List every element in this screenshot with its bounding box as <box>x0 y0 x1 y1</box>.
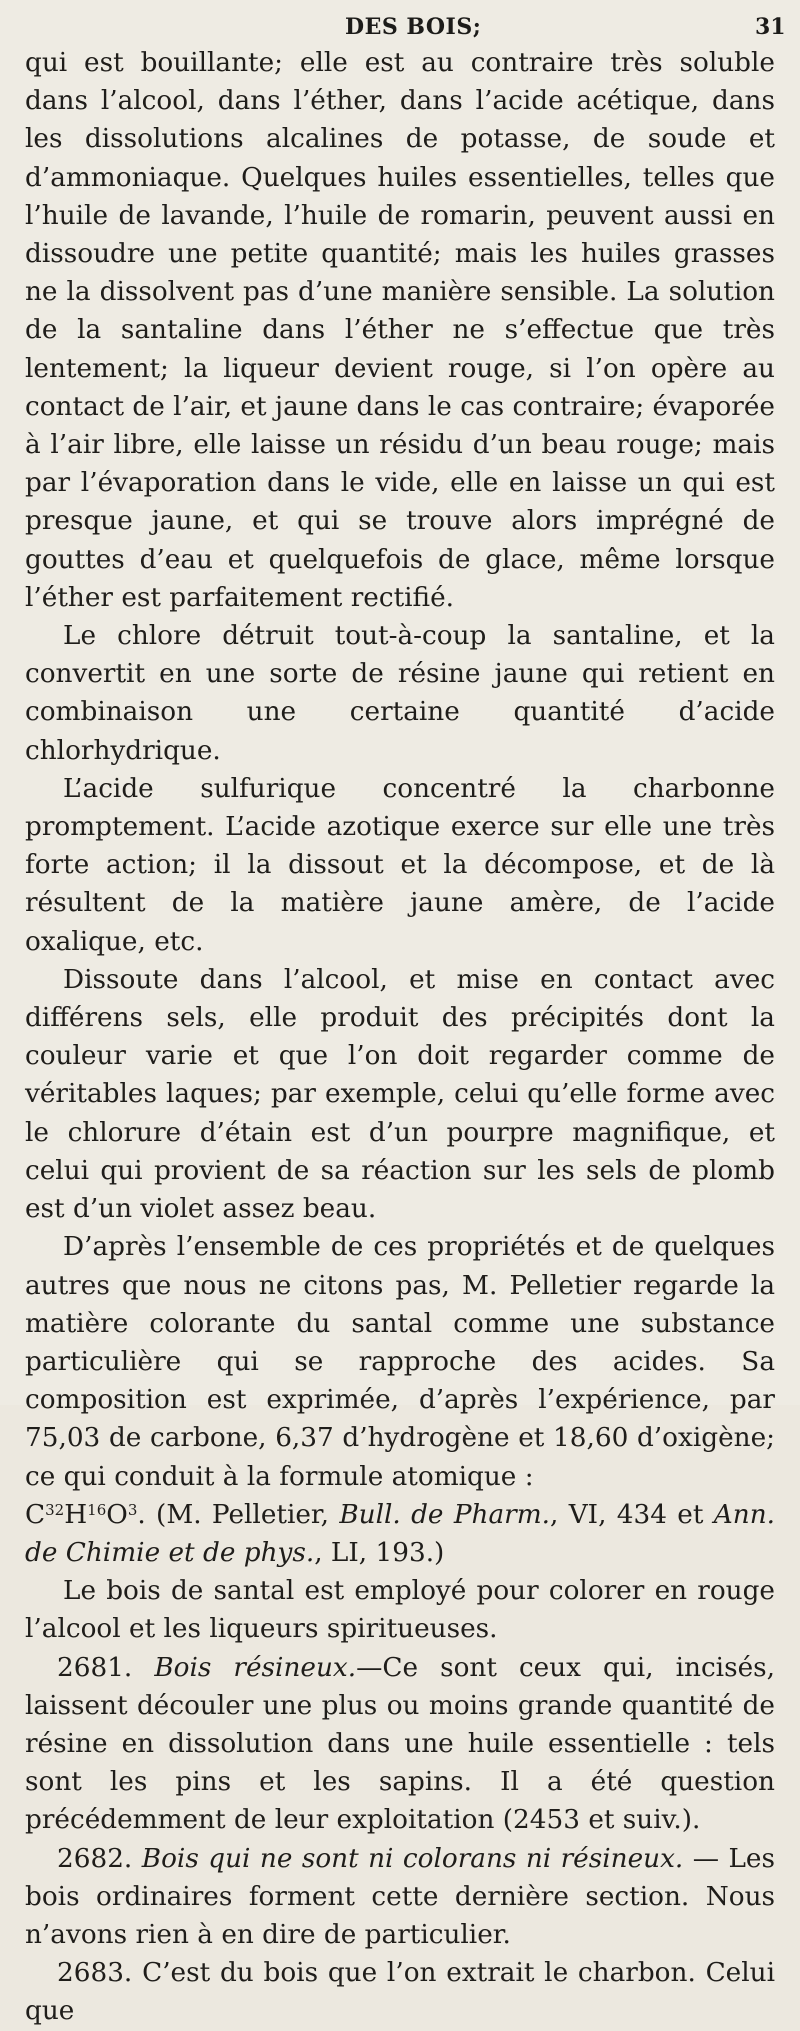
citation-journal: Bull. de Pharm. <box>339 1499 550 1530</box>
section-number: 2683. <box>57 1958 133 1989</box>
section-2681 <box>25 1649 775 1840</box>
running-head: DES BOIS; <box>345 14 482 40</box>
section-number: 2682. <box>57 1843 133 1874</box>
page-body <box>25 44 775 2031</box>
paragraph-alcohol-solution: Dissoute dans l’alcool, et mise en contact avec différens sels, elle produit des précipités dont la couleur varie et que l’on doit regarder comme de véritables laques; par exemple, celui qu’elle forme avec le chlorure d’étain est d’un pourpre magnifique, et celui qui provient de sa réaction sur les sels de plomb est d’un violet assez beau. <box>25 964 775 1225</box>
atomic-formula: $C^{32}H^{16}O^3$ <box>25 1499 138 1530</box>
citation-close: , LI, 193.) <box>314 1537 445 1568</box>
citation-annales: Ann. de Chimie et de phys. <box>25 1499 775 1568</box>
section-text: C’est du bois que l’on extrait le charbon. Celui que <box>25 1958 776 2027</box>
section-number: 2681. <box>57 1652 133 1683</box>
section-2682 <box>25 1840 775 1955</box>
section-title: Bois résineux. <box>154 1652 357 1683</box>
section-2683 <box>25 1954 775 2030</box>
composition-text: D’après l’ensemble de ces propriétés et de quelques autres que nous ne citons pas, M. Pelletier regarde la matière colorante du santal comme une substance particulière qui se rapproche des acides. Sa composition est exprimée, d’après l’expérience, par 75,03 de carbone, 6,37 d’hydrogène et 18,60 d’oxigène; ce qui conduit à la formule atomique : <box>25 1232 775 1492</box>
page-number: 31 <box>755 14 786 40</box>
page-header <box>0 8 800 44</box>
citation-mid: , VI, 434 et <box>550 1499 714 1530</box>
citation-open: . (M. Pelletier, <box>137 1499 340 1530</box>
section-title: Bois qui ne sont ni colorans ni résineux. <box>141 1843 684 1874</box>
section-text: — Les bois ordinaires forment cette dernière section. Nous n’avons rien à en dire de particulier. <box>25 1843 775 1950</box>
section-text: —Ce sont ceux qui, incisés, laissent découler une plus ou moins grande quantité de résine en dissolution dans une huile essentielle : tels sont les pins et les sapins. Il a été question précédemment de leur exploitation (2453 et suiv.). <box>25 1652 776 1836</box>
paragraph-santal-use: Le bois de santal est employé pour colorer en rouge l’alcool et les liqueurs spiritueuses. <box>25 1576 775 1645</box>
paragraph-acids: L’acide sulfurique concentré la charbonne promptement. L’acide azotique exerce sur elle une très forte action; il la dissout et la décompose, et de là résultent de la matière jaune amère, de l’acide oxalique, etc. <box>25 773 775 957</box>
paragraph-chlorine: Le chlore détruit tout-à-coup la santaline, et la convertit en une sorte de résine jaune qui retient en combinaison une certaine quantité d’acide chlorhydrique. <box>25 621 775 766</box>
paragraph-santaline-solubility: qui est bouillante; elle est au contraire très soluble dans l’alcool, dans l’éther, dans l’acide acétique, dans les dissolutions alcalines de potasse, de soude et d’ammoniaque. Quelques huiles essentielles, telles que l’huile de lavande, l’huile de romarin, peuvent aussi en dissoudre une petite quantité; mais les huiles grasses ne la dissolvent pas d’une manière sensible. La solution de la santaline dans l’éther ne s’effectue que très lentement; la liqueur devient rouge, si l’on opère au contact de l’air, et jaune dans le cas contraire; évaporée à l’air libre, elle laisse un résidu d’un beau rouge; mais par l’évaporation dans le vide, elle en laisse un qui est presque jaune, et qui se trouve alors imprégné de gouttes d’eau et quelquefois de glace, même lorsque l’éther est parfaitement rectifié. <box>25 48 775 613</box>
paragraph-pelletier-composition <box>25 1228 775 1572</box>
